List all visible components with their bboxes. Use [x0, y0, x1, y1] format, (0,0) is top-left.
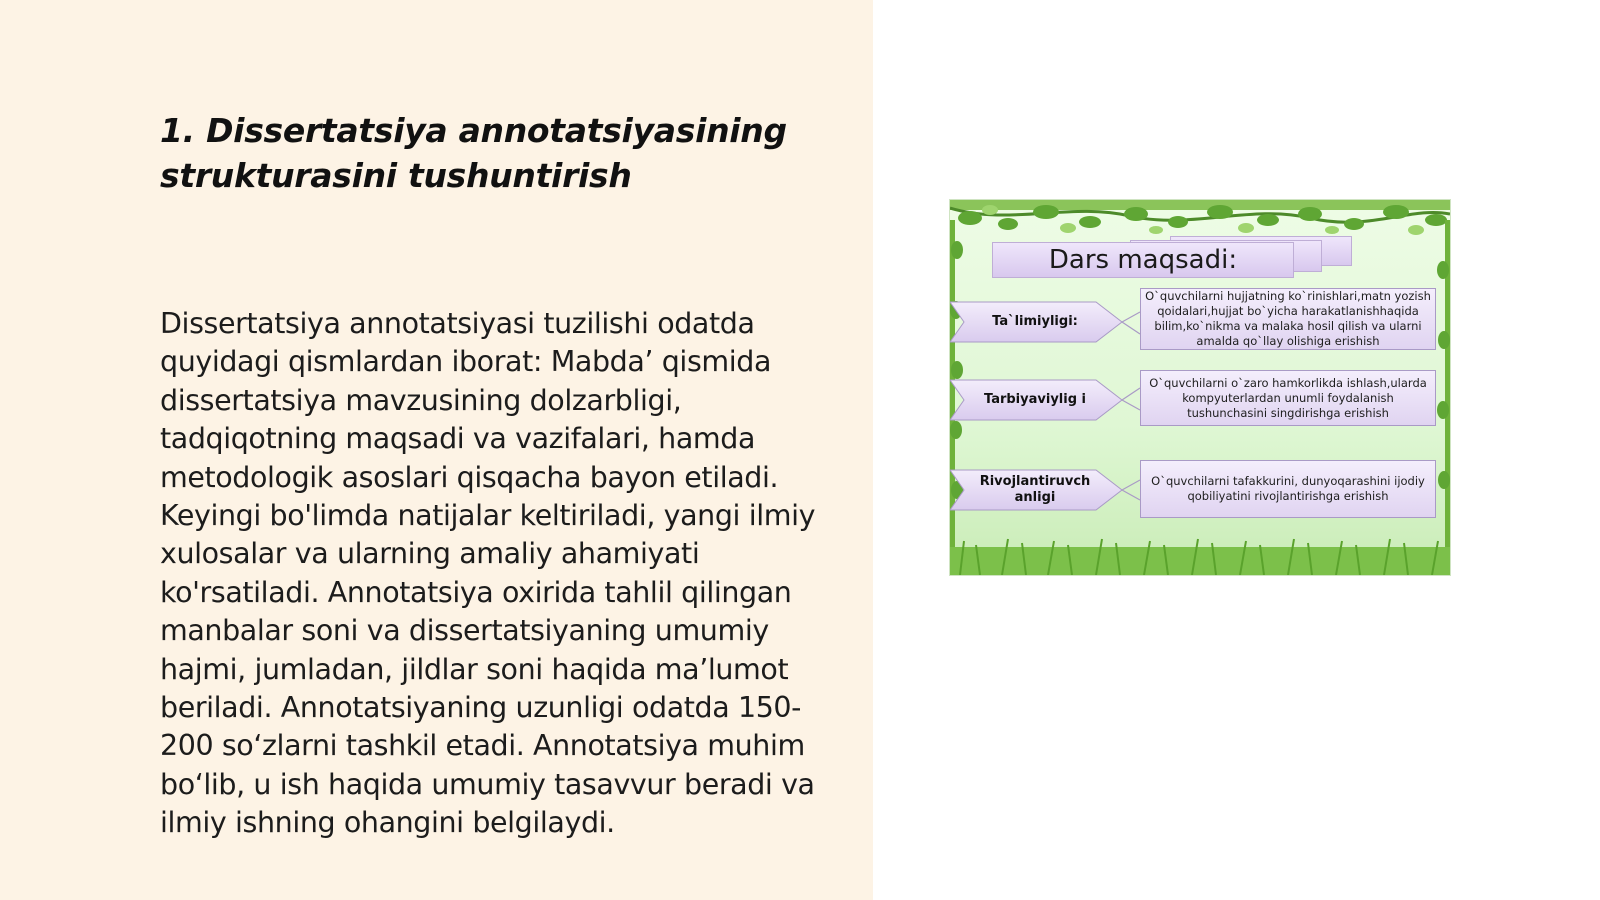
- connector-icon: [1100, 470, 1142, 510]
- grass-icon: [950, 527, 1450, 575]
- goal-arrow: [950, 300, 1125, 344]
- goal-label: Rivojlantiruvch anligi: [979, 474, 1091, 505]
- slide-body-text: Dissertatsiya annotatsiyasi tuzilishi odatda quyidagi qismlardan iborat: Mabda’ qismida dissertatsiya mavzusining dolzarbligi, tadqiqotning maqsadi va vazifalari, hamda metodologik asoslari qisqacha bayon etiladi. Keyingi bo'limda natijalar keltiriladi, yangi ilmiy xulosalar va ularning amaliy ahamiyati ko'rsatiladi. Annotatsiya oxirida tahlil qilingan manbalar soni va dissertatsiyaning umumiy hajmi, jumladan, jildlar soni haqida ma’lumot beriladi. Annotatsiyaning uzunligi odatda 150-200 so‘zlarni tashkil etadi. Annotatsiya muhim bo‘lib, u ish haqida umumiy tasavvur beradi va ilmiy ishning ohangini belgilaydi.: [160, 307, 816, 840]
- lesson-goals-title: Dars maqsadi:: [992, 242, 1294, 278]
- goal-label: Tarbiyaviylig i: [984, 392, 1086, 407]
- goal-arrow: [950, 468, 1125, 512]
- goal-label: Ta`limiyligi:: [992, 314, 1078, 329]
- slide-title: 1. Dissertatsiya annotatsiyasining strukturasini tushuntirish: [160, 111, 787, 195]
- goal-description: O`quvchilarni o`zaro hamkorlikda ishlash,ularda kompyuterlardan unumli foydalanish tushunchasini singdirishga erishish: [1140, 370, 1436, 426]
- connector-icon: [1100, 380, 1142, 420]
- lesson-goals-image: [950, 200, 1450, 575]
- goal-description: O`quvchilarni tafakkurini, dunyoqarashini ijodiy qobiliyatini rivojlantirishga erishish: [1140, 460, 1436, 518]
- goal-description: O`quvchilarni hujjatning ko`rinishlari,matn yozish qoidalari,hujjat bo`yicha harakatlanishhaqida bilim,ko`nikma va malaka hosil qilish va ularni amalda qo`llay olishiga erishish: [1140, 288, 1436, 350]
- vine-right-icon: [1434, 220, 1450, 560]
- connector-icon: [1100, 304, 1142, 344]
- goal-arrow: [950, 378, 1125, 422]
